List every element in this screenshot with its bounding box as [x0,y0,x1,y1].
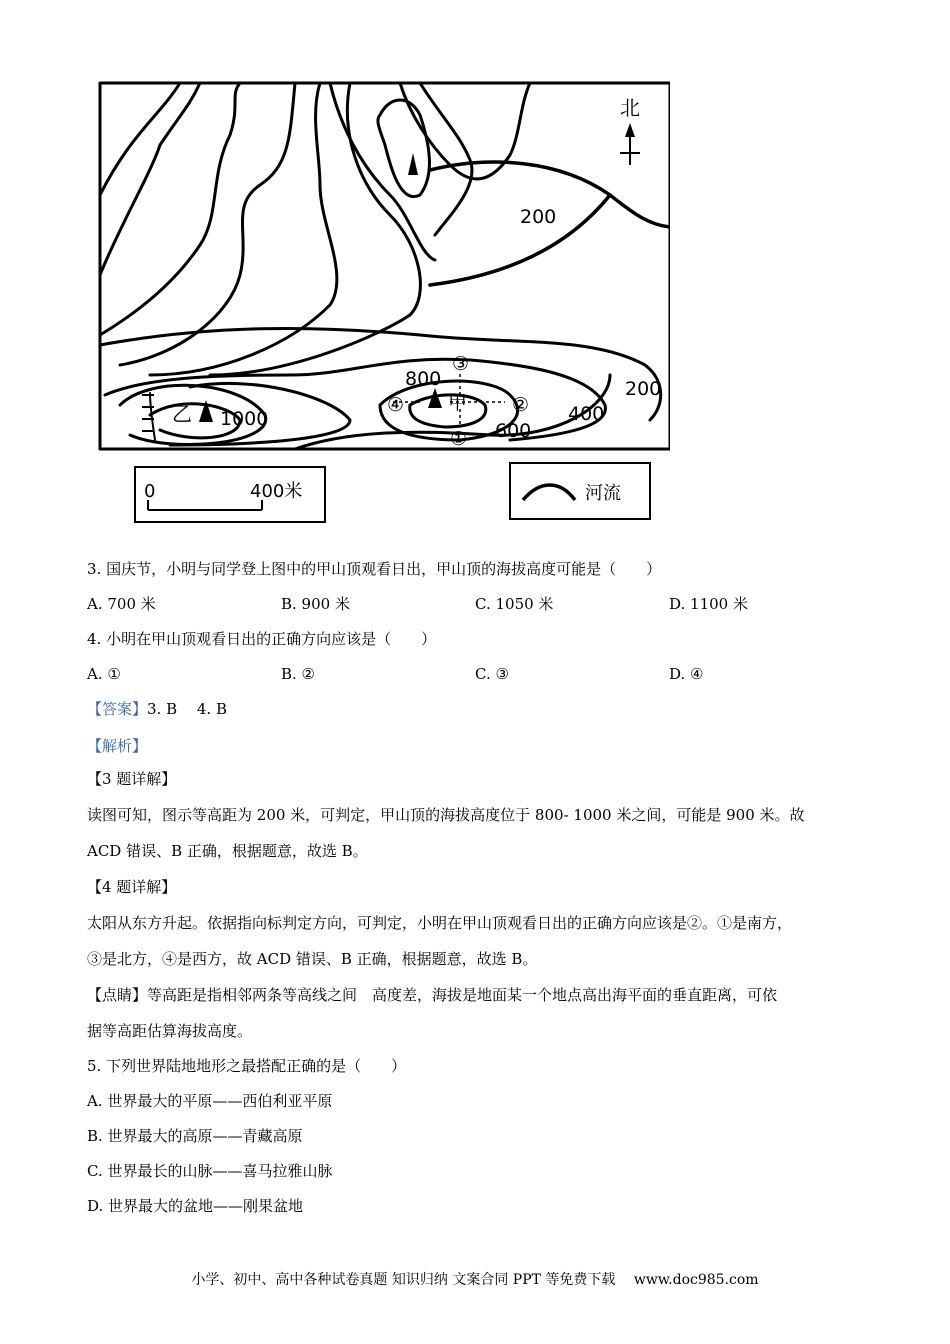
question-3-stem: 3. 国庆节，小明与同学登上图中的甲山顶观看日出，甲山顶的海拔高度可能是（ ） [87,560,662,578]
q3-option-b: B. 900 米 [281,595,350,613]
direction-mark-2: ② [512,394,530,416]
contour-line [100,83,240,335]
contour-label-200-right: 200 [625,378,662,400]
q5-option-a: A. 世界最大的平原——西伯利亚平原 [87,1092,333,1110]
tip-line-2: 据等高距估算海拔高度。 [87,1022,253,1040]
answer-label: 【答案】 [87,700,148,718]
q4-option-c: C. ③ [475,665,509,683]
q3-option-a: A. 700 米 [87,595,156,613]
direction-mark-3: ③ [452,353,470,375]
detail-3-line-1: 读图可知，图示等高距为 200 米，可判定，甲山顶的海拔高度位于 800- 1000 米之间，可能是 900 米。故 [87,806,805,824]
tip-text-1: 等高距是指相邻两条等高线之间 高度差，海拔是地面某一个地点高出海平面的垂直距离，可依 [147,986,778,1004]
answer-line [87,699,227,719]
q4-option-a: A. ① [87,665,121,683]
analysis-label: 【解析】 [87,737,148,755]
river-line [150,393,155,440]
north-label: 北 [620,96,640,120]
peak-1000-label: 1000 [220,408,269,430]
river-legend-icon [523,485,575,500]
q4-option-d: D. ④ [669,665,704,683]
contour-label-800: 800 [405,368,442,390]
scale-zero-label: 0 [144,481,156,502]
north-arrow-icon [625,123,635,137]
q4-option-b: B. ② [281,665,316,683]
detail-4-title: 【4 题详解】 [87,878,177,896]
contour-line [100,83,180,195]
detail-3-line-2: ACD 错误、B 正确，根据题意，故选 B。 [87,842,368,860]
direction-mark-1: ① [450,428,468,450]
detail-3-title: 【3 题详解】 [87,770,177,788]
q3-option-c: C. 1050 米 [475,595,554,613]
q3-option-d: D. 1100 米 [669,595,748,613]
page-footer: 小学、初中、高中各种试卷真题 知识归纳 文案合同 PPT 等免费下载 www.doc985.com [191,1272,759,1288]
direction-mark-4: ④ [387,394,405,416]
detail-4-line-2: ③是北方，④是西方，故 ACD 错误、B 正确，根据题意，故选 B。 [87,950,538,968]
scale-end-label: 400米 [250,481,303,502]
question-5-stem: 5. 下列世界陆地地形之最搭配正确的是（ ） [87,1057,407,1075]
peak-yi-label: 乙 [172,402,192,426]
tip-label: 【点睛】 [87,986,148,1004]
contour-label-600: 600 [495,420,532,442]
contour-label-400: 400 [568,403,605,425]
contour-line [100,83,200,275]
q5-option-b: B. 世界最大的高原——青藏高原 [87,1127,303,1145]
q5-option-d: D. 世界最大的盆地——刚果盆地 [87,1197,304,1215]
peak-icon [408,153,418,175]
contour-map-figure [90,75,670,525]
tip-line-1 [87,985,777,1005]
question-4-stem: 4. 小明在甲山顶观看日出的正确方向应该是（ ） [87,630,437,648]
contour-line [378,100,430,197]
contour-label-200-top: 200 [520,206,557,228]
answer-text: 3. B 4. B [147,700,227,718]
detail-4-line-1: 太阳从东方升起。依据指向标判定方向，可判定，小明在甲山顶观看日出的正确方向应该是②。①是南方， [87,914,793,932]
q5-option-c: C. 世界最长的山脉——喜马拉雅山脉 [87,1162,333,1180]
peak-jia-label: 甲 [448,392,468,414]
legend-river-label: 河流 [585,483,621,504]
